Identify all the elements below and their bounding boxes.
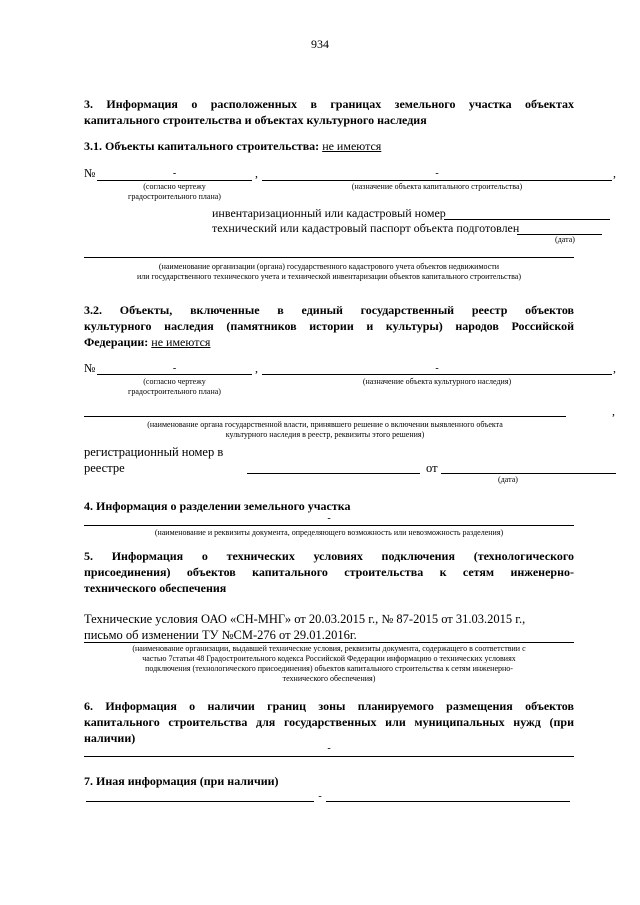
caption-org-line-2: или государственного технического учета и технической инвентаризации объектов капитального строительства) xyxy=(136,272,521,281)
section-6-title-line-1: 6. Информация о наличии границ зоны планируемого размещения объектов xyxy=(84,699,574,713)
caption-org xyxy=(84,262,574,282)
purpose-dash: - xyxy=(435,363,439,374)
technical-conditions-line xyxy=(84,642,574,643)
number-sign: № xyxy=(84,361,96,375)
section-5-heading xyxy=(84,548,574,596)
caption-chart-line-2: градостроительного плана) xyxy=(128,192,221,201)
section-3-1-heading xyxy=(84,138,574,154)
caption-purpose: (назначение объекта капитального строительства) xyxy=(351,182,523,191)
comma: , xyxy=(255,166,258,180)
caption-division: (наименование и реквизиты документа, определяющего возможность или невозможность разделения) xyxy=(154,528,504,537)
number-sign: № xyxy=(84,166,96,180)
registration-label-line-2: реестре xyxy=(84,461,125,475)
caption-tc-line-1: (наименование организации, выдавшей технические условия, реквизиты документа, содержащего в соответствии с xyxy=(132,644,526,653)
page-number: 934 xyxy=(311,37,329,51)
registration-label-line-1: регистрационный номер в xyxy=(84,445,224,459)
section-3-2-status: не имеются xyxy=(151,335,211,349)
technical-conditions-line-1: Технические условия ОАО «СН-МНГ» от 20.03.2015 г., № 87-2015 от 31.03.2015 г., xyxy=(84,612,526,626)
caption-chart-line-1: (согласно чертежу xyxy=(143,377,206,386)
chart-number-line xyxy=(97,374,252,375)
purpose-line xyxy=(262,180,612,181)
section-3-1-status: не имеются xyxy=(322,139,382,153)
caption-authority xyxy=(84,420,566,440)
section-5-title-line-1: 5. Информация о технических условиях подключения (технологического xyxy=(84,549,574,563)
caption-chart-line-2: градостроительного плана) xyxy=(128,387,221,396)
caption-chart-line-1: (согласно чертежу xyxy=(143,182,206,191)
org-line xyxy=(84,257,574,258)
section-6-title-line-2: капитального строительства для государственных или муниципальных нужд (при xyxy=(84,715,574,729)
other-info-line-left xyxy=(86,801,314,802)
authority-line xyxy=(84,416,566,417)
inventory-number-line xyxy=(444,219,610,220)
section-3-heading xyxy=(84,96,574,128)
caption-tc-line-4: технического обеспечения) xyxy=(282,674,376,683)
other-info-dash: - xyxy=(318,791,322,802)
section-7-heading: 7. Иная информация (при наличии) xyxy=(84,774,279,788)
chart-number-line xyxy=(97,180,252,181)
caption-technical-conditions xyxy=(84,644,574,684)
other-info-line-right xyxy=(326,801,570,802)
registration-number-line xyxy=(247,473,420,474)
caption-org-line-1: (наименование организации (органа) государственного кадастрового учета объектов недвижимости xyxy=(158,262,500,271)
comma: , xyxy=(255,361,258,375)
section-4-heading: 4. Информация о разделении земельного участка xyxy=(84,499,351,513)
section-3-title-line-2: капитального строительства и объектах культурного наследия xyxy=(84,113,427,127)
zone-line xyxy=(84,756,574,757)
section-6-heading xyxy=(84,698,574,746)
comma: , xyxy=(613,361,616,375)
section-3-2-title-line-2: культурного наследия (памятников истории и культуры) народов Российской xyxy=(84,319,574,333)
caption-purpose: (назначение объекта культурного наследия) xyxy=(362,377,512,386)
section-5-title-line-3: технического обеспечения xyxy=(84,581,227,595)
caption-authority-line-1: (наименование органа государственной власти, принявшего решение о включении выявленного объекта xyxy=(147,420,503,429)
division-dash: - xyxy=(327,513,331,524)
zone-dash: - xyxy=(327,743,331,754)
section-3-1-title: 3.1. Объекты капитального строительства: xyxy=(84,139,320,153)
caption-date: (дата) xyxy=(555,235,575,244)
comma: , xyxy=(613,166,616,180)
from-label: от xyxy=(426,461,438,475)
section-3-2-heading xyxy=(84,302,574,350)
inventory-number-label: инвентаризационный или кадастровый номер xyxy=(212,206,446,220)
section-3-2-title-line-3: Федерации: xyxy=(84,335,149,349)
caption-date: (дата) xyxy=(498,475,518,484)
purpose-line xyxy=(262,374,612,375)
caption-tc-line-2: частью 7статьи 48 Градостроительного кодекса Российской Федерации информацию о технических условиях xyxy=(142,654,516,663)
registration-date-line xyxy=(441,473,616,474)
caption-chart xyxy=(97,377,252,397)
passport-label: технический или кадастровый паспорт объекта подготовлен xyxy=(212,221,520,235)
purpose-dash: - xyxy=(435,168,439,179)
comma: , xyxy=(612,404,615,418)
section-6-title-line-3: наличии) xyxy=(84,731,136,745)
chart-number-dash: - xyxy=(172,168,177,179)
caption-authority-line-2: культурного наследия в реестр, реквизиты этого решения) xyxy=(225,430,425,439)
chart-number-dash: - xyxy=(172,363,177,374)
technical-conditions-line-2: письмо об изменении ТУ №СМ-276 от 29.01.2016г. xyxy=(84,628,357,642)
caption-tc-line-3: подключения (технологического присоединения) объектов капитального строительства к сетям инженерно- xyxy=(145,664,513,673)
section-3-title-line-1: 3. Информация о расположенных в границах земельного участка объектах xyxy=(84,97,574,111)
division-line xyxy=(84,525,574,526)
section-5-title-line-2: присоединения) объектов капитального строительства к сетям инженерно- xyxy=(84,565,574,579)
caption-chart xyxy=(97,182,252,202)
section-3-2-title-line-1: 3.2. Объекты, включенные в единый государственный реестр объектов xyxy=(84,303,574,317)
